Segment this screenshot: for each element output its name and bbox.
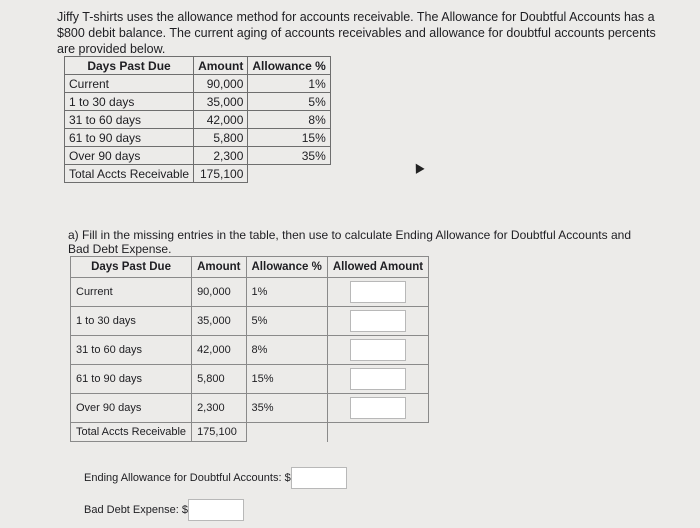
table-header-row bbox=[65, 57, 331, 75]
amount-cell: 175,100 bbox=[192, 423, 246, 442]
days-cell: 1 to 30 days bbox=[71, 307, 192, 336]
table-row bbox=[71, 394, 429, 423]
header-amount: Amount bbox=[192, 257, 246, 278]
allowed-amount-input[interactable] bbox=[350, 281, 406, 303]
ending-allowance-label: Ending Allowance for Doubtful Accounts: bbox=[84, 472, 282, 484]
currency-symbol: $ bbox=[284, 472, 291, 484]
allowed-amount-cell bbox=[327, 278, 428, 307]
percent-cell: 35% bbox=[246, 394, 327, 423]
empty-cell bbox=[246, 423, 327, 442]
table-row bbox=[65, 75, 331, 93]
table-total-row bbox=[71, 423, 429, 442]
allowed-amount-cell bbox=[327, 336, 428, 365]
empty-cell bbox=[327, 423, 428, 442]
allowed-amount-cell bbox=[327, 394, 428, 423]
amount-cell: 2,300 bbox=[192, 394, 246, 423]
table-row bbox=[65, 111, 331, 129]
percent-cell: 8% bbox=[248, 111, 330, 129]
header-allowance-percent: Allowance % bbox=[246, 257, 327, 278]
days-cell: Over 90 days bbox=[65, 147, 194, 165]
table-row bbox=[71, 278, 429, 307]
percent-cell: 8% bbox=[246, 336, 327, 365]
table-row bbox=[65, 93, 331, 111]
days-cell: 61 to 90 days bbox=[65, 129, 194, 147]
allowed-amount-cell bbox=[327, 307, 428, 336]
percent-cell: 5% bbox=[246, 307, 327, 336]
table-row bbox=[71, 307, 429, 336]
bad-debt-line bbox=[84, 499, 244, 521]
amount-cell: 5,800 bbox=[192, 365, 246, 394]
amount-cell: 90,000 bbox=[194, 75, 248, 93]
header-amount: Amount bbox=[194, 57, 248, 75]
table-header-row bbox=[71, 257, 429, 278]
days-cell: Current bbox=[71, 278, 192, 307]
percent-cell: 15% bbox=[248, 129, 330, 147]
days-cell: Current bbox=[65, 75, 194, 93]
percent-cell: 1% bbox=[246, 278, 327, 307]
amount-cell: 35,000 bbox=[194, 93, 248, 111]
amount-cell: 5,800 bbox=[194, 129, 248, 147]
percent-cell: 1% bbox=[248, 75, 330, 93]
percent-cell: 35% bbox=[248, 147, 330, 165]
amount-cell: 90,000 bbox=[192, 278, 246, 307]
header-allowance-percent: Allowance % bbox=[248, 57, 330, 75]
amount-cell: 2,300 bbox=[194, 147, 248, 165]
mouse-cursor-icon bbox=[411, 161, 424, 174]
allowed-amount-input[interactable] bbox=[350, 368, 406, 390]
table-row bbox=[71, 365, 429, 394]
bad-debt-label: Bad Debt Expense: bbox=[84, 504, 179, 516]
amount-cell: 42,000 bbox=[194, 111, 248, 129]
allowed-amount-cell bbox=[327, 365, 428, 394]
allowed-amount-input[interactable] bbox=[350, 339, 406, 361]
bad-debt-input[interactable] bbox=[188, 499, 244, 521]
days-cell: 31 to 60 days bbox=[65, 111, 194, 129]
ending-allowance-input[interactable] bbox=[291, 467, 347, 489]
days-cell: Total Accts Receivable bbox=[71, 423, 192, 442]
table-row bbox=[65, 129, 331, 147]
currency-symbol: $ bbox=[181, 504, 188, 516]
allowed-amount-input[interactable] bbox=[350, 397, 406, 419]
problem-intro: Jiffy T-shirts uses the allowance method for accounts receivable. The Allowance for Doubtful Accounts has a $800 debit balance. The current aging of accounts receivables and allowance for doubtful accounts percents are provided below. bbox=[57, 10, 656, 56]
days-cell: Over 90 days bbox=[71, 394, 192, 423]
amount-cell: 175,100 bbox=[194, 165, 248, 183]
empty-cell bbox=[248, 165, 330, 183]
header-allowed-amount: Allowed Amount bbox=[327, 257, 428, 278]
percent-cell: 5% bbox=[248, 93, 330, 111]
percent-cell: 15% bbox=[246, 365, 327, 394]
table-total-row bbox=[65, 165, 331, 183]
question-text: a) Fill in the missing entries in the table, then use to calculate Ending Allowance for Doubtful Accounts and Bad Debt Expense. bbox=[68, 228, 631, 256]
answer-table bbox=[70, 256, 429, 442]
header-days-past-due: Days Past Due bbox=[65, 57, 194, 75]
days-cell: Total Accts Receivable bbox=[65, 165, 194, 183]
header-days-past-due: Days Past Due bbox=[71, 257, 192, 278]
table-row bbox=[71, 336, 429, 365]
days-cell: 61 to 90 days bbox=[71, 365, 192, 394]
days-cell: 1 to 30 days bbox=[65, 93, 194, 111]
allowed-amount-input[interactable] bbox=[350, 310, 406, 332]
ending-allowance-line bbox=[84, 467, 347, 489]
table-row bbox=[65, 147, 331, 165]
amount-cell: 42,000 bbox=[192, 336, 246, 365]
amount-cell: 35,000 bbox=[192, 307, 246, 336]
days-cell: 31 to 60 days bbox=[71, 336, 192, 365]
aging-table bbox=[64, 56, 331, 183]
